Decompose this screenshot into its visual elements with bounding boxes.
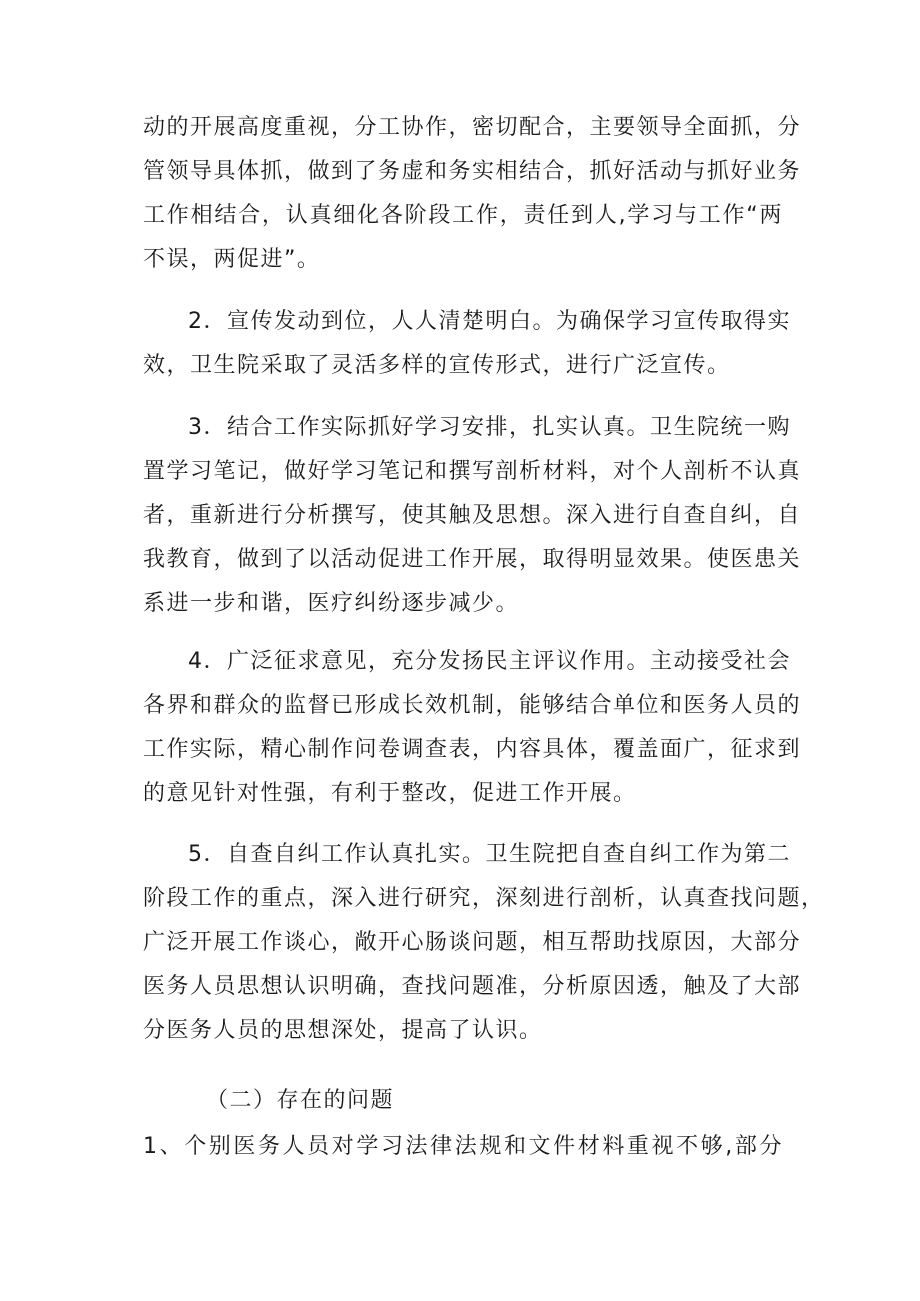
text-line: 动的开展高度重视，分工协作，密切配合，主要领导全面抓，分	[143, 115, 802, 140]
text-line: 阶段工作的重点，深入进行研究，深刻进行剖析，认真查找问题，	[143, 886, 825, 911]
text-line: 广泛开展工作谈心，敞开心肠谈问题，相互帮助找原因，大部分	[143, 930, 802, 955]
text-line: 者，重新进行分析撰写，使其触及思想。深入进行自查自纠，自	[143, 503, 802, 528]
text-line: 1、个别医务人员对学习法律法规和文件材料重视不够,部分	[143, 1134, 783, 1159]
item-2-paragraph	[143, 300, 791, 388]
text-line: 我教育，做到了以活动促进工作开展，取得明显效果。使医患关	[143, 547, 802, 572]
text-line: 2．宣传发动到位，人人清楚明白。为确保学习宣传取得实	[188, 309, 791, 334]
text-line: 系进一步和谐，医疗纠纷逐步减少。	[143, 591, 520, 616]
text-line: 5．自查自纠工作认真扎实。卫生院把自查自纠工作为第二	[188, 842, 791, 867]
text-line: 分医务人员的思想深处，提高了认识。	[143, 1018, 543, 1043]
intro-paragraph	[143, 106, 802, 282]
text-line: 工作相结合，认真细化各阶段工作，责任到人,学习与工作“两	[143, 203, 783, 228]
problem-1-paragraph	[143, 1125, 783, 1169]
text-line: 效，卫生院采取了灵活多样的宣传形式，进行广泛宣传。	[143, 353, 731, 378]
text-line: 医务人员思想认识明确，查找问题准，分析原因透，触及了大部	[143, 974, 802, 999]
text-line: 各界和群众的监督已形成长效机制，能够结合单位和医务人员的	[143, 693, 802, 718]
text-line: 管领导具体抓，做到了务虚和务实相结合，抓好活动与抓好业务	[143, 159, 802, 184]
section-heading: （二）存在的问题	[206, 1088, 395, 1113]
item-5-paragraph	[143, 833, 825, 1053]
text-line: 不误，两促进”。	[143, 247, 321, 272]
text-line: 4．广泛征求意见，充分发扬民主评议作用。主动接受社会	[188, 649, 791, 674]
item-4-paragraph	[143, 640, 802, 816]
text-line: 置学习笔记，做好学习笔记和撰写剖析材料，对个人剖析不认真	[143, 459, 802, 484]
text-line: 的意见针对性强，有利于整改，促进工作开展。	[143, 781, 637, 806]
item-3-paragraph	[143, 406, 802, 626]
text-line: 工作实际，精心制作问卷调查表，内容具体，覆盖面广，征求到	[143, 737, 802, 762]
text-line: 3．结合工作实际抓好学习安排，扎实认真。卫生院统一购	[188, 415, 791, 440]
